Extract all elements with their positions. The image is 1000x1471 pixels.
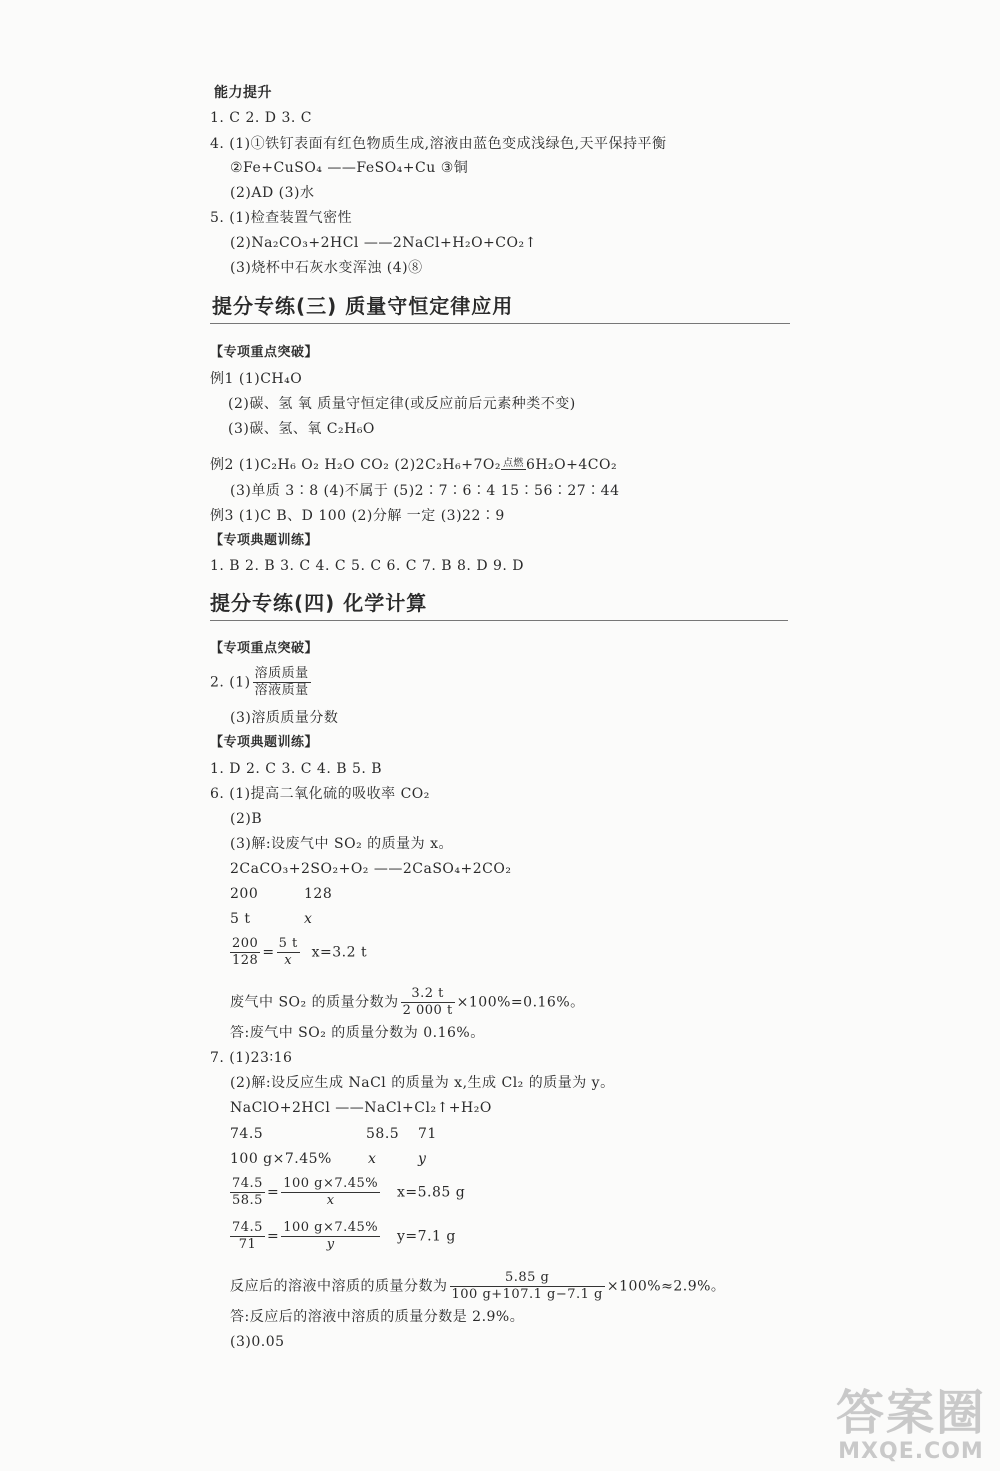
section-title: 提分专练(三) 质量守恒定律应用 bbox=[212, 294, 514, 318]
answer-line: 1. D 2. C 3. C 4. B 5. B bbox=[210, 761, 383, 777]
section-divider bbox=[210, 620, 788, 621]
fraction bbox=[230, 1176, 265, 1209]
numerator: 溶质质量 bbox=[254, 666, 309, 681]
equation-products: 6H₂O+4CO₂ bbox=[525, 457, 618, 473]
result: x=5.85 g bbox=[397, 1184, 466, 1201]
answer-line: (2)碳、氢 氧 质量守恒定律(或反应前后元素种类不变) bbox=[228, 396, 576, 412]
bleed-through-text bbox=[200, 4, 800, 20]
denominator: 128 bbox=[232, 953, 259, 968]
answer-line: 7. (1)23∶16 bbox=[210, 1050, 293, 1066]
numerator: 100 g×7.45% bbox=[283, 1220, 379, 1235]
ratio-value: y bbox=[418, 1151, 427, 1167]
fraction bbox=[253, 666, 311, 699]
answer-line: (3)解:设废气中 SO₂ 的质量为 x。 bbox=[230, 836, 453, 852]
watermark-url: MXQE.COM bbox=[838, 1439, 984, 1464]
numerator: 74.5 bbox=[232, 1220, 263, 1235]
result: ×100%=0.16%。 bbox=[456, 994, 585, 1011]
fraction bbox=[230, 936, 260, 969]
fraction bbox=[277, 936, 300, 969]
reaction-arrow bbox=[501, 459, 526, 474]
watermark-text: 答案圈 bbox=[835, 1385, 986, 1441]
answer-line: 4. (1)①铁钉表面有红色物质生成,溶液由蓝色变成浅绿色,天平保持平衡 bbox=[210, 136, 667, 152]
fraction bbox=[281, 1176, 380, 1209]
nengli-heading: 能力提升 bbox=[214, 85, 272, 101]
result: y=7.1 g bbox=[397, 1228, 456, 1245]
proportion-line: $\frac{74.5}{58.5}$ = $\frac{100 g\times 7.45\%}{x}$ x=5.85 g bbox=[232, 1176, 466, 1208]
numerator: 5 t bbox=[278, 936, 298, 951]
answer-line: 1. B 2. B 3. C 4. C 5. C 6. C 7. B 8. D 9. D bbox=[210, 558, 525, 574]
fraction-line bbox=[210, 666, 313, 699]
ratio-value: x bbox=[304, 911, 313, 927]
proportion-line: $\frac{74.5}{71}$ = $\frac{100 g\times 7.45\%}{y}$ y=7.1 g bbox=[232, 1220, 456, 1252]
denominator: 58.5 bbox=[232, 1193, 263, 1208]
answer-line: 例1 (1)CH₄O bbox=[210, 371, 303, 387]
answer-line: 答:废气中 SO₂ 的质量分数为 0.16%。 bbox=[230, 1025, 485, 1041]
fraction bbox=[281, 1220, 380, 1253]
section-divider bbox=[210, 323, 790, 324]
answer-line: (2)B bbox=[230, 811, 263, 827]
ratio-value: 74.5 bbox=[230, 1126, 264, 1142]
subsection-heading: 【专项重点突破】 bbox=[210, 641, 319, 656]
numerator: 74.5 bbox=[232, 1176, 263, 1191]
denominator: x bbox=[326, 1193, 335, 1208]
denominator: x bbox=[284, 953, 293, 968]
reaction-condition: 点燃 bbox=[502, 458, 524, 469]
answer-line: (3)碳、氢、氧 C₂H₆O bbox=[228, 421, 375, 437]
denominator: 2 000 t bbox=[402, 1003, 453, 1018]
answer-line: (3)0.05 bbox=[230, 1334, 285, 1350]
section-title: 提分专练(四) 化学计算 bbox=[210, 591, 428, 615]
percentage-line bbox=[230, 1270, 725, 1303]
ratio-value: x bbox=[368, 1151, 377, 1167]
equation-line: 2CaCO₃+2SO₂+O₂ ——2CaSO₄+2CO₂ bbox=[230, 861, 512, 877]
ratio-value: 71 bbox=[418, 1126, 437, 1142]
denominator: 100 g+107.1 g−7.1 g bbox=[451, 1287, 603, 1302]
numerator: 200 bbox=[232, 936, 259, 951]
answer-line: (3)溶质质量分数 bbox=[230, 710, 339, 726]
numerator: 3.2 t bbox=[401, 986, 455, 1003]
answer-line: ②Fe+CuSO₄ ——FeSO₄+Cu ③铜 bbox=[230, 160, 469, 176]
label: 废气中 SO₂ 的质量分数为 bbox=[230, 994, 399, 1011]
result: x=3.2 t bbox=[311, 944, 368, 961]
ratio-value: 200 bbox=[230, 886, 259, 902]
answer-line: (2)Na₂CO₃+2HCl ——2NaCl+H₂O+CO₂↑ bbox=[230, 235, 537, 251]
equation-reactants: 例2 (1)C₂H₆ O₂ H₂O CO₂ (2)2C₂H₆+7O₂ bbox=[210, 457, 501, 473]
answer-line: 5. (1)检查装置气密性 bbox=[210, 210, 353, 226]
result: ×100%≈2.9%。 bbox=[606, 1278, 726, 1295]
question-number: 2. (1) bbox=[210, 674, 251, 691]
answer-line: (2)解:设反应生成 NaCl 的质量为 x,生成 Cl₂ 的质量为 y。 bbox=[230, 1075, 615, 1091]
fraction bbox=[230, 1220, 265, 1253]
subsection-heading: 【专项典题训练】 bbox=[210, 735, 319, 750]
answer-line: (3)单质 3∶8 (4)不属于 (5)2∶7∶6∶4 15∶56∶27∶44 bbox=[230, 483, 620, 499]
denominator: 71 bbox=[238, 1237, 257, 1252]
ratio-value: 128 bbox=[304, 886, 333, 902]
proportion-line: $\frac{200}{128}$ = $\frac{5 t}{x}$ x=3.2 t bbox=[232, 936, 368, 968]
denominator: 溶液质量 bbox=[254, 683, 309, 698]
ratio-value: 5 t bbox=[230, 911, 251, 927]
fraction bbox=[401, 986, 455, 1019]
subsection-heading: 【专项重点突破】 bbox=[210, 345, 319, 360]
equation-line bbox=[210, 456, 617, 474]
ratio-value: 100 g×7.45% bbox=[230, 1151, 332, 1167]
answer-line: (3)烧杯中石灰水变浑浊 (4)⑧ bbox=[230, 260, 423, 276]
answer-line: 1. C 2. D 3. C bbox=[210, 110, 312, 126]
ratio-value: 58.5 bbox=[366, 1126, 400, 1142]
subsection-heading: 【专项典题训练】 bbox=[210, 533, 319, 548]
percentage-line bbox=[230, 986, 585, 1019]
fraction bbox=[450, 1270, 605, 1303]
answer-line: 6. (1)提高二氧化硫的吸收率 CO₂ bbox=[210, 786, 430, 802]
equation-line: NaClO+2HCl ——NaCl+Cl₂↑+H₂O bbox=[230, 1100, 492, 1116]
label: 反应后的溶液中溶质的质量分数为 bbox=[230, 1278, 448, 1295]
answer-line: 例3 (1)C B、D 100 (2)分解 一定 (3)22∶9 bbox=[210, 508, 505, 524]
answer-line: 答:反应后的溶液中溶质的质量分数是 2.9%。 bbox=[230, 1309, 525, 1325]
answer-line: (2)AD (3)水 bbox=[230, 185, 315, 201]
site-watermark-logo bbox=[836, 1387, 986, 1465]
numerator: 5.85 g bbox=[450, 1270, 605, 1287]
numerator: 100 g×7.45% bbox=[283, 1176, 379, 1191]
denominator: y bbox=[326, 1237, 335, 1252]
